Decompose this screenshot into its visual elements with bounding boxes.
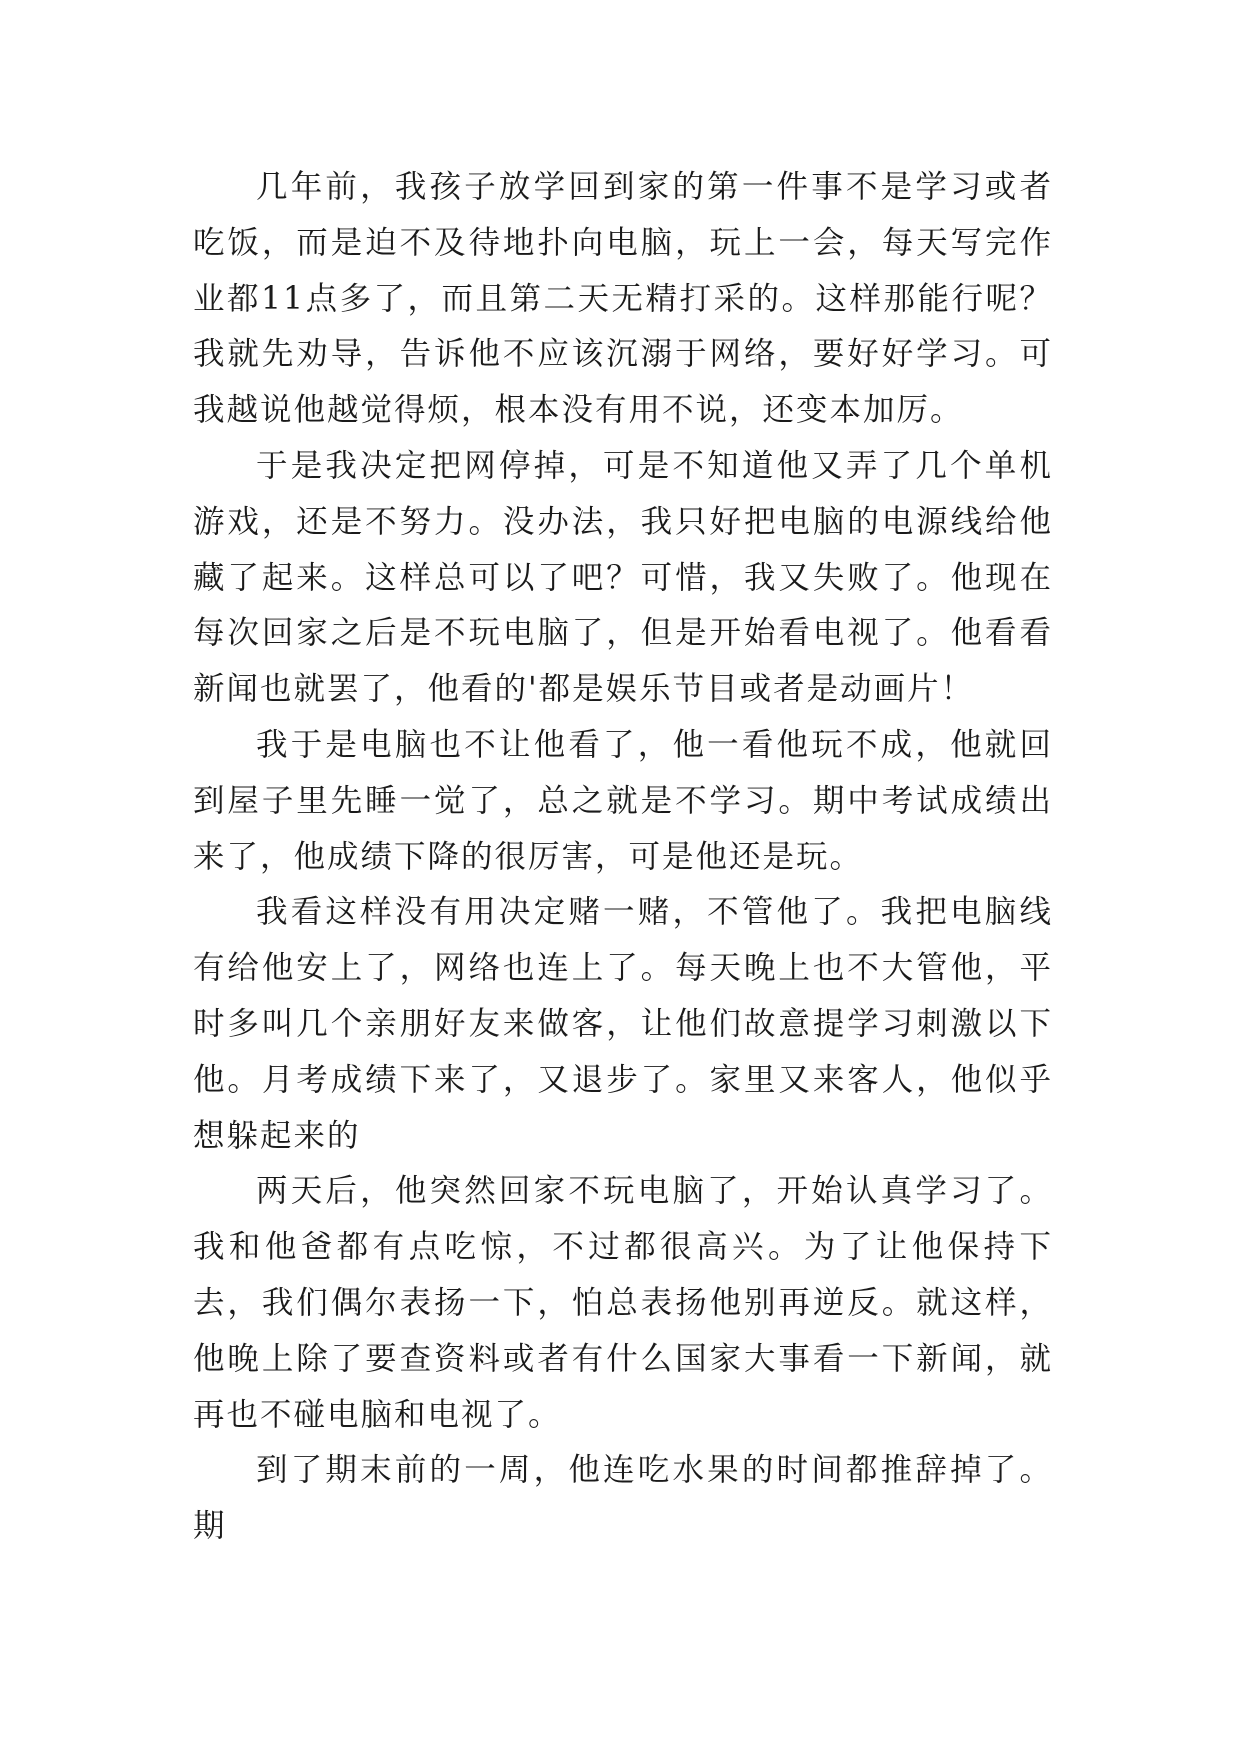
paragraph-2: 于是我决定把网停掉，可是不知道他又弄了几个单机游戏，还是不努力。没办法，我只好把电脑的电源线给他藏了起来。这样总可以了吧？可惜，我又失败了。他现在每次回家之后是不玩电脑了，但是开始看电视了。他看看新闻也就罢了，他看的'都是娱乐节目或者是动画片！: [193, 447, 1053, 708]
paragraph-5: 两天后，他突然回家不玩电脑了，开始认真学习了。我和他爸都有点吃惊，不过都很高兴。为了让他保持下去，我们偶尔表扬一下，怕总表扬他别再逆反。就这样，他晚上除了要查资料或者有什么国家大事看一下新闻，就再也不碰电脑和电视了。: [193, 1173, 1053, 1433]
paragraph-4: 我看这样没有用决定赌一赌，不管他了。我把电脑线有给他安上了，网络也连上了。每天晚上也不大管他，平时多叫几个亲朋好友来做客，让他们故意提学习刺激以下他。月考成绩下来了，又退步了。家里又来客人，他似乎想躲起来的: [193, 894, 1053, 1154]
paragraph-1: 几年前，我孩子放学回到家的第一件事不是学习或者吃饭，而是迫不及待地扑向电脑，玩上一会，每天写完作业都11点多了，而且第二天无精打采的。这样那能行呢？我就先劝导，告诉他不应该沉溺于网络，要好好学习。可我越说他越觉得烦，根本没有用不说，还变本加厉。: [193, 169, 1053, 429]
paragraph-3: 我于是电脑也不让他看了，他一看他玩不成，他就回到屋子里先睡一觉了，总之就是不学习。期中考试成绩出来了，他成绩下降的很厉害，可是他还是玩。: [193, 726, 1053, 875]
document-body: [193, 160, 1053, 1555]
paragraph-6: 到了期末前的一周，他连吃水果的时间都推辞掉了。期: [193, 1452, 1053, 1545]
